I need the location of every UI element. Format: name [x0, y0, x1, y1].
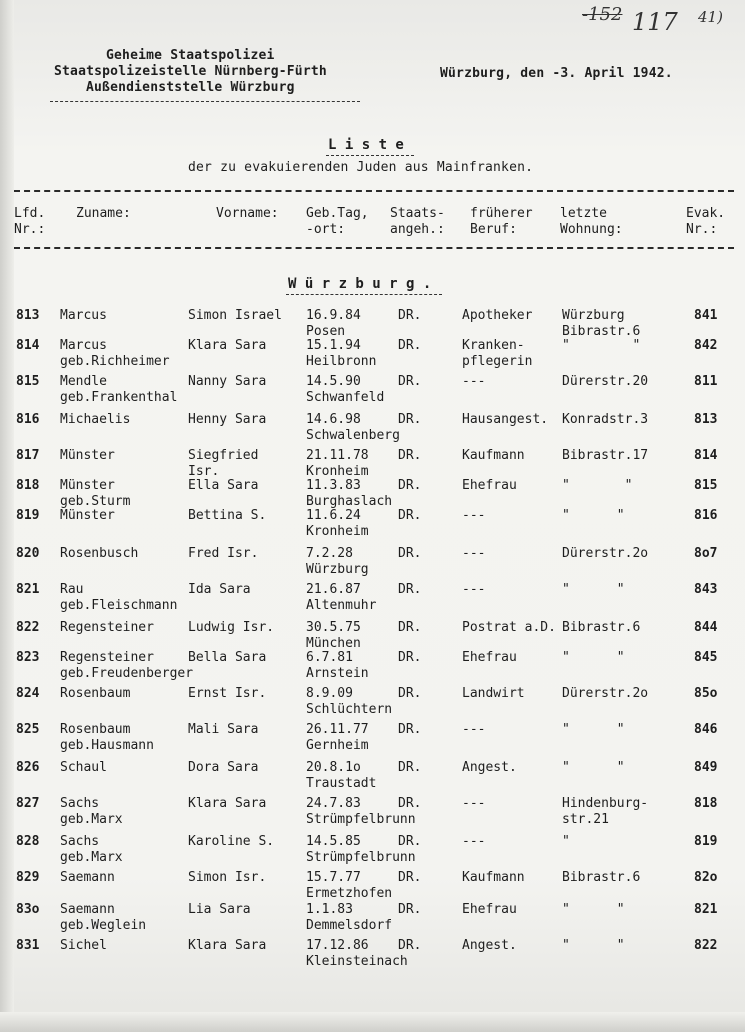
cell-wohnung: Bibrastr.6 — [562, 620, 641, 635]
cell-evak: 822 — [694, 938, 718, 953]
cell-beruf: --- — [462, 374, 486, 389]
cell-zuname: Mendle geb.Frankenthal — [60, 374, 178, 405]
cell-zuname: Rosenbaum — [60, 686, 131, 701]
cell-wohnung: " " — [562, 338, 641, 353]
org-line-2: Staatspolizeistelle Nürnberg-Fürth — [54, 64, 327, 79]
table-row — [0, 834, 745, 874]
col-staats: Staats- angeh.: — [390, 206, 445, 237]
cell-zuname: Michaelis — [60, 412, 131, 427]
table-header-rule — [14, 247, 734, 249]
cell-lfd: 823 — [16, 650, 40, 665]
cell-geb: 26.11.77 Gernheim — [306, 722, 369, 753]
cell-evak: 818 — [694, 796, 718, 811]
cell-wohnung: Dürerstr.2o — [562, 546, 649, 561]
cell-geb: 15.7.77 Ermetzhofen — [306, 870, 393, 901]
org-line-1: Geheime Staatspolizei — [106, 48, 275, 63]
cell-geb: 21.6.87 Altenmuhr — [306, 582, 377, 613]
cell-vorname: Ella Sara — [188, 478, 259, 493]
cell-lfd: 829 — [16, 870, 40, 885]
cell-zuname: Regensteiner geb.Freudenberger — [60, 650, 194, 681]
cell-evak: 813 — [694, 412, 718, 427]
cell-vorname: Lia Sara — [188, 902, 251, 917]
cell-evak: 82o — [694, 870, 718, 885]
table-row — [0, 582, 745, 622]
cell-staats: DR. — [398, 870, 422, 885]
handwritten-page-number-1: -152 — [582, 4, 623, 25]
cell-geb: 6.7.81 Arnstein — [306, 650, 369, 681]
cell-wohnung: " " — [562, 478, 633, 493]
cell-beruf: Landwirt — [462, 686, 525, 701]
cell-lfd: 828 — [16, 834, 40, 849]
cell-vorname: Klara Sara — [188, 796, 267, 811]
cell-beruf: Ehefrau — [462, 650, 517, 665]
cell-geb: 7.2.28 Würzburg — [306, 546, 369, 577]
cell-geb: 8.9.09 Schlüchtern — [306, 686, 393, 717]
cell-wohnung: " " — [562, 582, 625, 597]
cell-beruf: --- — [462, 796, 486, 811]
cell-zuname: Rosenbusch — [60, 546, 139, 561]
cell-lfd: 83o — [16, 902, 40, 917]
cell-geb: 30.5.75 München — [306, 620, 361, 651]
cell-vorname: Klara Sara — [188, 938, 267, 953]
cell-evak: 849 — [694, 760, 718, 775]
cell-zuname: Saemann — [60, 870, 115, 885]
cell-staats: DR. — [398, 338, 422, 353]
col-evak-nr: Evak. Nr.: — [686, 206, 726, 237]
cell-geb: 14.5.90 Schwanfeld — [306, 374, 385, 405]
cell-staats: DR. — [398, 412, 422, 427]
cell-vorname: Bella Sara — [188, 650, 267, 665]
cell-staats: DR. — [398, 902, 422, 917]
cell-vorname: Ida Sara — [188, 582, 251, 597]
cell-staats: DR. — [398, 582, 422, 597]
cell-lfd: 821 — [16, 582, 40, 597]
cell-beruf: Hausangest. — [462, 412, 549, 427]
table-row — [0, 546, 745, 586]
cell-geb: 1.1.83 Demmelsdorf — [306, 902, 393, 933]
cell-lfd: 819 — [16, 508, 40, 523]
cell-zuname: Regensteiner — [60, 620, 154, 635]
cell-beruf: --- — [462, 582, 486, 597]
cell-geb: 24.7.83 Strümpfelbrunn — [306, 796, 416, 827]
cell-zuname: Münster — [60, 448, 115, 463]
cell-staats: DR. — [398, 796, 422, 811]
cell-lfd: 813 — [16, 308, 40, 323]
cell-wohnung: Bibrastr.6 — [562, 870, 641, 885]
list-title-underline — [326, 155, 414, 156]
cell-beruf: --- — [462, 508, 486, 523]
cell-beruf: Ehefrau — [462, 902, 517, 917]
cell-zuname: Marcus geb.Richheimer — [60, 338, 170, 369]
table-row — [0, 650, 745, 690]
cell-wohnung: " — [562, 834, 570, 849]
cell-evak: 815 — [694, 478, 718, 493]
cell-vorname: Siegfried Isr. — [188, 448, 259, 479]
cell-staats: DR. — [398, 938, 422, 953]
table-row — [0, 796, 745, 836]
cell-wohnung: " " — [562, 722, 625, 737]
cell-wohnung: " " — [562, 508, 625, 523]
cell-wohnung: Hindenburg- str.21 — [562, 796, 649, 827]
col-vorname: Vorname: — [216, 206, 279, 221]
cell-vorname: Simon Israel — [188, 308, 282, 323]
cell-staats: DR. — [398, 508, 422, 523]
list-title: L i s t e — [328, 137, 404, 153]
handwritten-page-number-3: 41) — [698, 8, 723, 26]
cell-beruf: Kaufmann — [462, 870, 525, 885]
cell-zuname: Münster geb.Sturm — [60, 478, 131, 509]
cell-lfd: 814 — [16, 338, 40, 353]
cell-lfd: 817 — [16, 448, 40, 463]
cell-wohnung: Bibrastr.17 — [562, 448, 649, 463]
cell-beruf: --- — [462, 834, 486, 849]
cell-lfd: 831 — [16, 938, 40, 953]
table-row — [0, 902, 745, 942]
table-row — [0, 686, 745, 726]
cell-evak: 843 — [694, 582, 718, 597]
cell-staats: DR. — [398, 546, 422, 561]
cell-evak: 85o — [694, 686, 718, 701]
cell-zuname: Schaul — [60, 760, 107, 775]
cell-wohnung: Dürerstr.20 — [562, 374, 649, 389]
cell-wohnung: Dürerstr.2o — [562, 686, 649, 701]
cell-zuname: Münster — [60, 508, 115, 523]
cell-evak: 845 — [694, 650, 718, 665]
cell-wohnung: " " — [562, 760, 625, 775]
cell-beruf: Kaufmann — [462, 448, 525, 463]
place-date: Würzburg, den -3. April 1942. — [440, 66, 673, 81]
cell-beruf: Postrat a.D. — [462, 620, 556, 635]
cell-evak: 821 — [694, 902, 718, 917]
cell-zuname: Sachs geb.Marx — [60, 834, 123, 865]
table-row — [0, 722, 745, 762]
cell-zuname: Sachs geb.Marx — [60, 796, 123, 827]
cell-zuname: Marcus — [60, 308, 107, 323]
table-row — [0, 760, 745, 800]
cell-zuname: Rau geb.Fleischmann — [60, 582, 178, 613]
cell-beruf: Apotheker — [462, 308, 533, 323]
table-row — [0, 508, 745, 548]
list-subtitle: der zu evakuierenden Juden aus Mainfranken. — [188, 160, 534, 175]
cell-geb: 14.5.85 Strümpfelbrunn — [306, 834, 416, 865]
cell-wohnung: " " — [562, 902, 625, 917]
section-heading: W ü r z b u r g . — [288, 276, 432, 292]
cell-staats: DR. — [398, 448, 422, 463]
cell-zuname: Saemann geb.Weglein — [60, 902, 147, 933]
cell-lfd: 822 — [16, 620, 40, 635]
cell-staats: DR. — [398, 478, 422, 493]
cell-lfd: 827 — [16, 796, 40, 811]
cell-vorname: Klara Sara — [188, 338, 267, 353]
handwritten-page-number-2: 117 — [632, 8, 678, 36]
cell-geb: 11.6.24 Kronheim — [306, 508, 369, 539]
col-beruf: früherer Beruf: — [470, 206, 533, 237]
cell-evak: 814 — [694, 448, 718, 463]
cell-wohnung: Konradstr.3 — [562, 412, 649, 427]
cell-vorname: Dora Sara — [188, 760, 259, 775]
table-row — [0, 938, 745, 978]
cell-vorname: Ludwig Isr. — [188, 620, 275, 635]
cell-lfd: 826 — [16, 760, 40, 775]
cell-lfd: 825 — [16, 722, 40, 737]
section-underline — [286, 294, 442, 295]
cell-beruf: --- — [462, 722, 486, 737]
table-row — [0, 374, 745, 414]
cell-beruf: Kranken- pflegerin — [462, 338, 533, 369]
org-line-3: Außendienststelle Würzburg — [86, 80, 295, 95]
cell-staats: DR. — [398, 760, 422, 775]
cell-staats: DR. — [398, 834, 422, 849]
col-geb: Geb.Tag, -ort: — [306, 206, 369, 237]
cell-wohnung: " " — [562, 938, 625, 953]
cell-geb: 11.3.83 Burghaslach — [306, 478, 393, 509]
cell-vorname: Simon Isr. — [188, 870, 267, 885]
cell-beruf: Angest. — [462, 760, 517, 775]
cell-wohnung: Würzburg Bibrastr.6 — [562, 308, 641, 339]
cell-lfd: 824 — [16, 686, 40, 701]
cell-vorname: Karoline S. — [188, 834, 275, 849]
cell-evak: 816 — [694, 508, 718, 523]
cell-evak: 811 — [694, 374, 718, 389]
cell-beruf: Ehefrau — [462, 478, 517, 493]
col-lfd-nr: Lfd. Nr.: — [14, 206, 46, 237]
cell-staats: DR. — [398, 686, 422, 701]
cell-geb: 16.9.84 Posen — [306, 308, 361, 339]
cell-wohnung: " " — [562, 650, 625, 665]
cell-lfd: 815 — [16, 374, 40, 389]
cell-vorname: Fred Isr. — [188, 546, 259, 561]
cell-vorname: Mali Sara — [188, 722, 259, 737]
cell-geb: 21.11.78 Kronheim — [306, 448, 369, 479]
cell-evak: 841 — [694, 308, 718, 323]
cell-staats: DR. — [398, 620, 422, 635]
cell-geb: 14.6.98 Schwalenberg — [306, 412, 400, 443]
table-row — [0, 412, 745, 452]
table-top-rule — [14, 190, 734, 192]
col-zuname: Zuname: — [76, 206, 131, 221]
cell-staats: DR. — [398, 650, 422, 665]
cell-vorname: Henny Sara — [188, 412, 267, 427]
cell-staats: DR. — [398, 374, 422, 389]
cell-staats: DR. — [398, 722, 422, 737]
cell-staats: DR. — [398, 308, 422, 323]
cell-evak: 846 — [694, 722, 718, 737]
cell-zuname: Rosenbaum geb.Hausmann — [60, 722, 154, 753]
cell-evak: 8o7 — [694, 546, 718, 561]
cell-evak: 844 — [694, 620, 718, 635]
cell-beruf: Angest. — [462, 938, 517, 953]
cell-vorname: Nanny Sara — [188, 374, 267, 389]
cell-zuname: Sichel — [60, 938, 107, 953]
cell-geb: 15.1.94 Heilbronn — [306, 338, 377, 369]
cell-vorname: Ernst Isr. — [188, 686, 267, 701]
cell-lfd: 818 — [16, 478, 40, 493]
cell-evak: 842 — [694, 338, 718, 353]
cell-vorname: Bettina S. — [188, 508, 267, 523]
cell-geb: 20.8.1o Traustadt — [306, 760, 377, 791]
page-bottom-edge — [0, 1012, 745, 1032]
table-row — [0, 338, 745, 378]
cell-lfd: 816 — [16, 412, 40, 427]
cell-beruf: --- — [462, 546, 486, 561]
cell-evak: 819 — [694, 834, 718, 849]
cell-lfd: 820 — [16, 546, 40, 561]
col-wohnung: letzte Wohnung: — [560, 206, 623, 237]
cell-geb: 17.12.86 Kleinsteinach — [306, 938, 408, 969]
header-underline — [50, 101, 360, 102]
